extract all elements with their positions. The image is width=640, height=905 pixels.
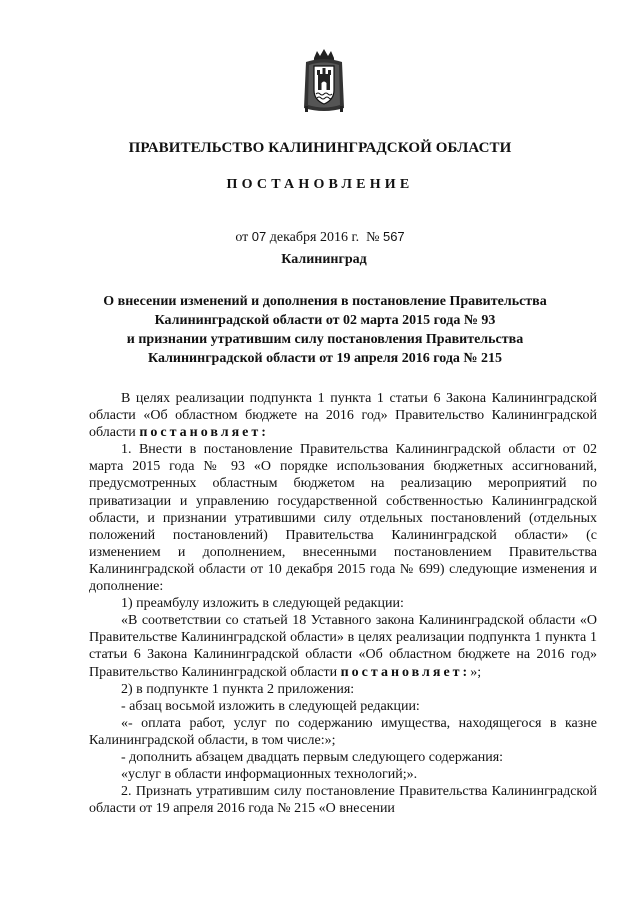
subject-line: Калининградской области от 02 марта 2015 года № 93 xyxy=(154,313,496,328)
subject-line: Калининградской области от 19 апреля 2016 года № 215 xyxy=(147,351,503,366)
paragraph: «услуг в области информационных технологий;». xyxy=(121,767,418,783)
document-subject xyxy=(70,292,580,368)
paragraph xyxy=(89,390,597,441)
date-month: декабря xyxy=(269,230,317,245)
city: Калининград xyxy=(281,252,367,267)
paragraph-text: «В соответствии со статьей 18 Уставного закона Калининградской области «О Правительстве Калининградской области» в целях реализации подпункта 1 пункта 1 статьи 6 Закона Калининградской области «Об областном бюджете на 2016 год» Правительство Калининградской области xyxy=(89,613,597,680)
paragraph: - дополнить абзацем двадцать первым следующего содержания: xyxy=(121,749,504,765)
paragraph: 2) в подпункте 1 пункта 2 приложения: xyxy=(121,681,355,697)
date-number-line xyxy=(0,229,640,246)
paragraph-text: В целях реализации подпункта 1 пункта 1 статьи 6 Закона Калининградской области «Об областном бюджете на 2016 год» Правительство Калининградской области xyxy=(89,391,597,441)
paragraph-end: »; xyxy=(470,664,482,680)
document-number: 567 xyxy=(382,229,405,244)
paragraph: «- оплата работ, услуг по содержанию имущества, находящегося в казне Калининградской области, в том числе:»; xyxy=(89,715,597,748)
paragraph: 1) преамбулу изложить в следующей редакции: xyxy=(121,596,404,612)
government-title: ПРАВИТЕЛЬСТВО КАЛИНИНГРАДСКОЙ ОБЛАСТИ xyxy=(128,140,512,156)
document-type: ПОСТАНОВЛЕНИЕ xyxy=(226,177,414,192)
document-body xyxy=(89,390,597,817)
paragraph: 2. Признать утратившим силу постановление Правительства Калининградской области от 19 апреля 2016 года № 215 «О внесении xyxy=(89,784,597,817)
date-prefix: от xyxy=(235,230,249,245)
coat-of-arms-icon xyxy=(302,48,346,114)
subject-line: и признании утратившим силу постановления Правительства xyxy=(126,332,524,347)
subject-line: О внесении изменений и дополнения в постановление Правительства xyxy=(103,294,547,309)
decree-keyword: постановляет: xyxy=(340,664,471,680)
date-year: 2016 г. xyxy=(319,230,360,245)
paragraph: 1. Внести в постановление Правительства Калининградской области от 02 марта 2015 года № 93 «О порядке использования бюджетных ассигнований, предусмотренных областным бюджетом на реализацию мероприятий по приватизации и управлению государственной собственностью Калининградской области, и признании утратившими силу отдельных постановлений (отдельных положений постановлений) Правительства Калининградской области» (с изменением и дополнением, внесенными постановлением Правительства Калининградской области от 10 декабря 2015 года № 699) следующие изменения и дополнение: xyxy=(89,442,597,595)
date-day: 07 xyxy=(251,229,267,244)
paragraph: - абзац восьмой изложить в следующей редакции: xyxy=(121,698,420,714)
decree-keyword: постановляет: xyxy=(139,425,269,441)
paragraph xyxy=(89,612,597,680)
number-sign: № xyxy=(366,230,380,245)
